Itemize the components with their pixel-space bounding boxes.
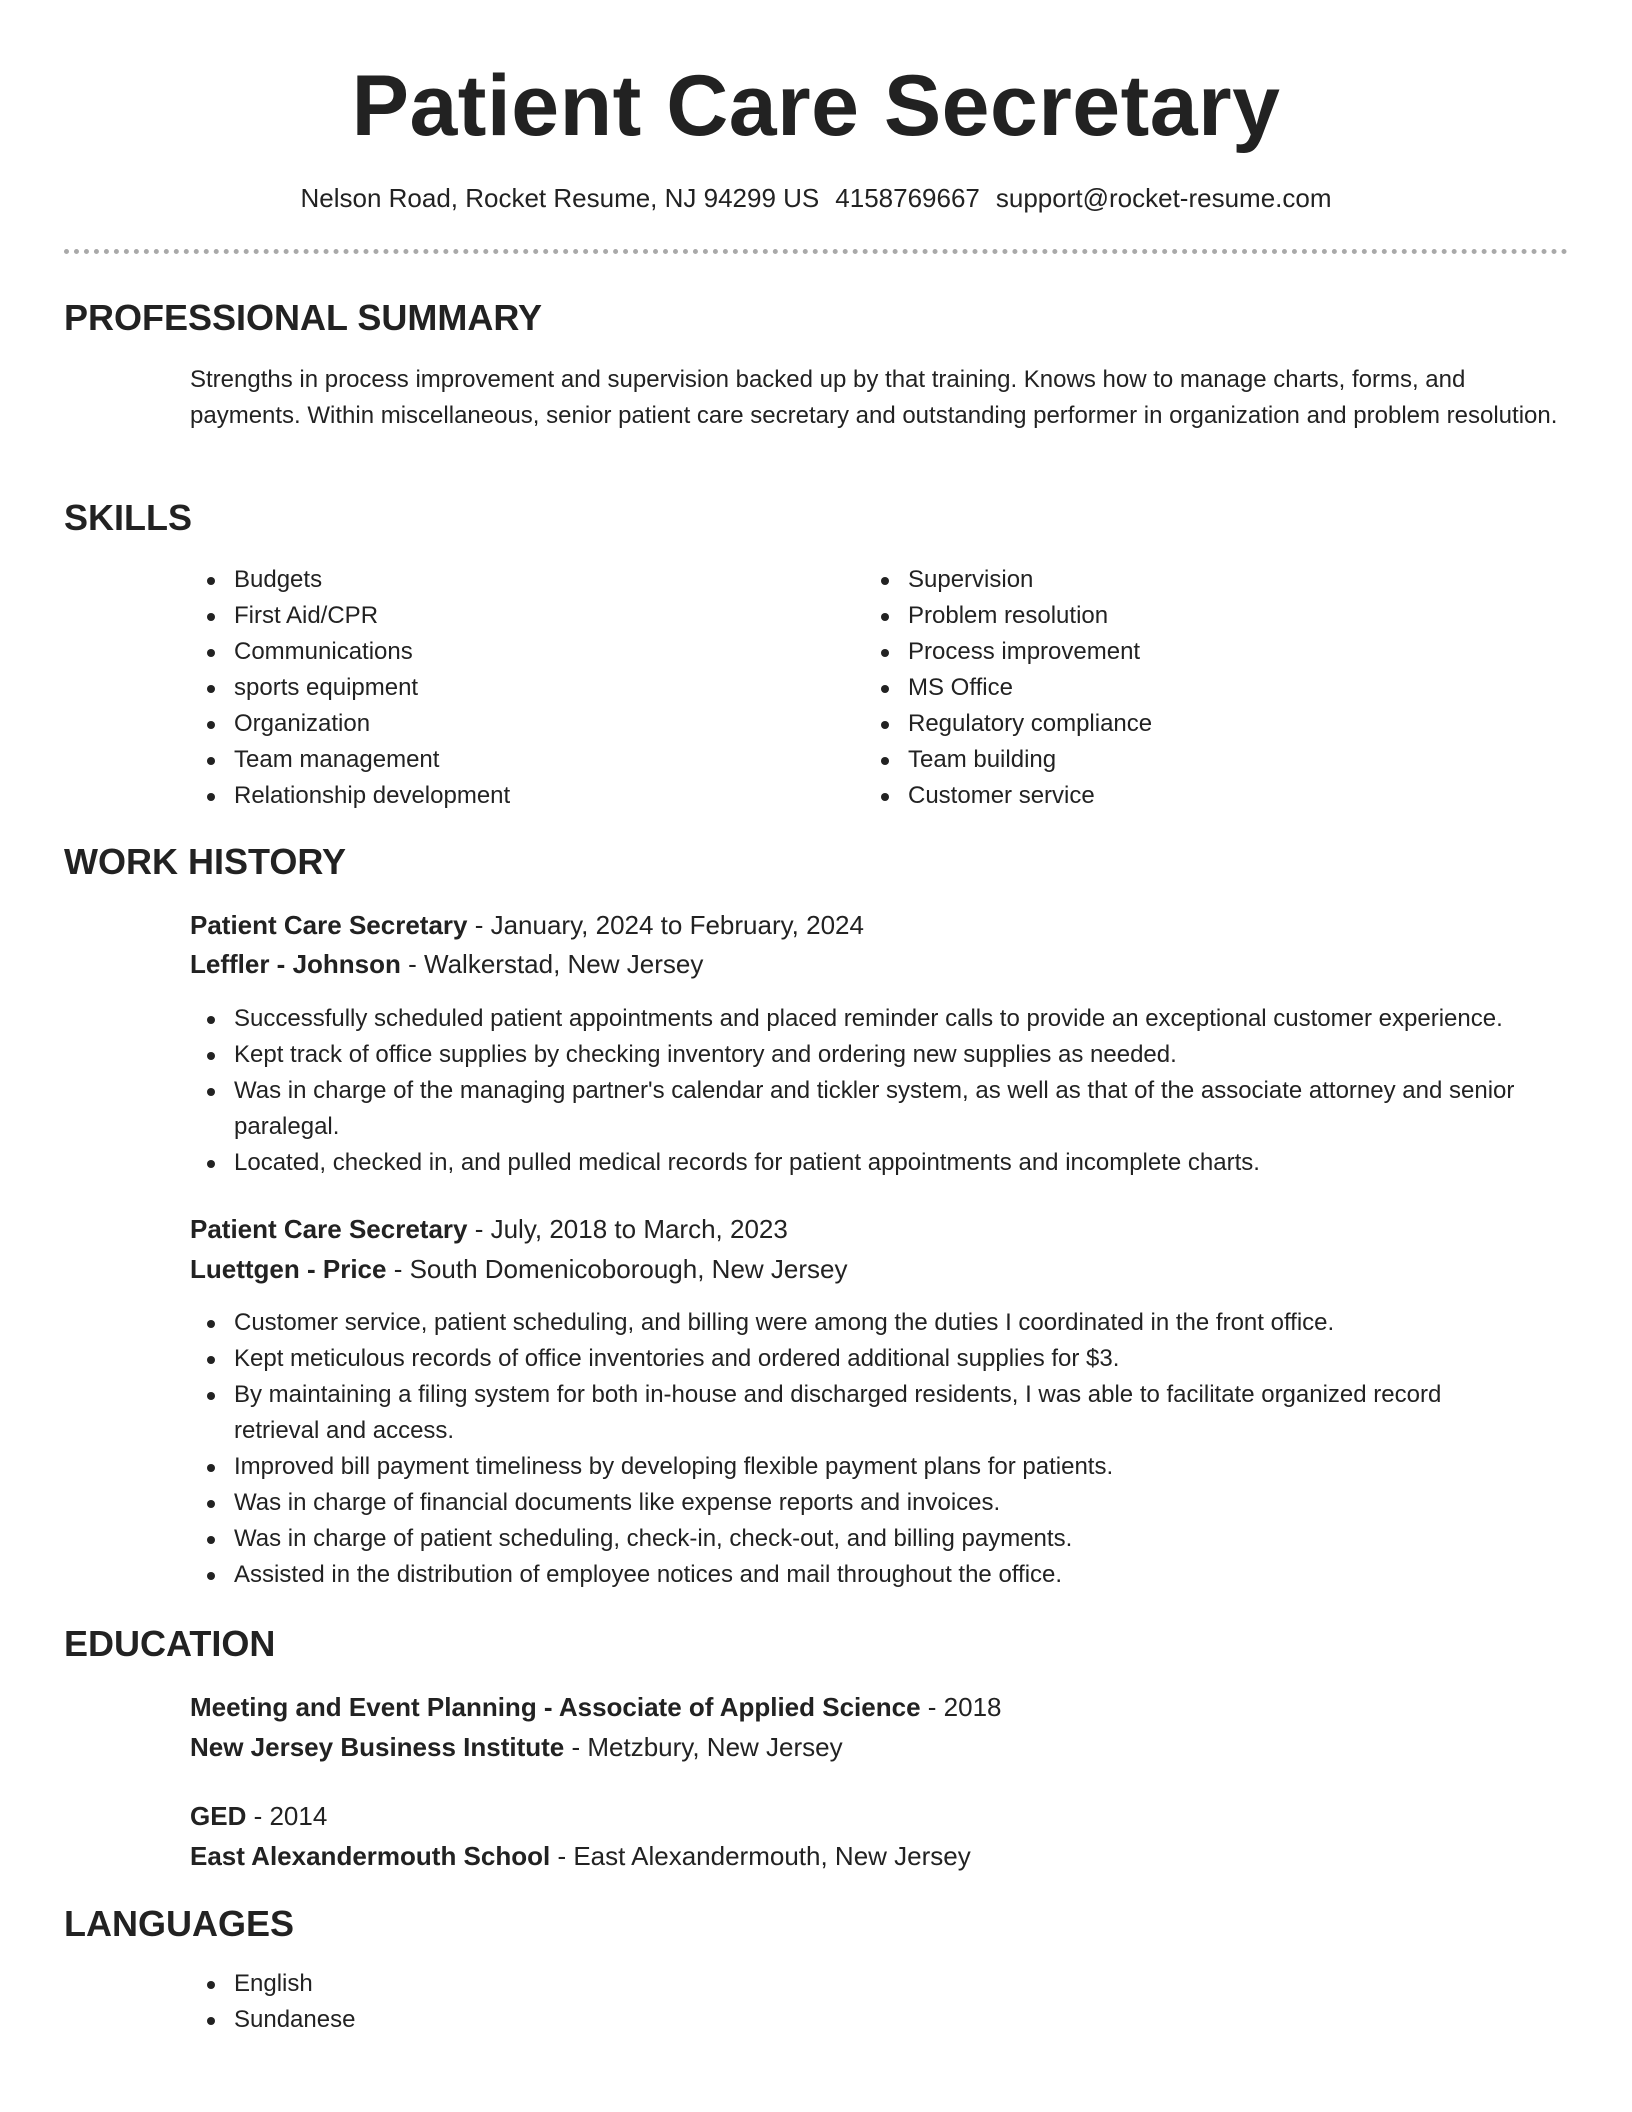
skill-item: Communications — [190, 634, 830, 670]
education-school: East Alexandermouth School — [190, 1841, 551, 1871]
job-title-line — [190, 906, 864, 944]
languages-list — [190, 1966, 790, 2038]
contact-address: Nelson Road, Rocket Resume, NJ 94299 US — [300, 183, 820, 213]
skill-item: Customer service — [864, 778, 1504, 814]
summary-heading: PROFESSIONAL SUMMARY — [64, 297, 543, 338]
job-bullet: Kept meticulous records of office inventories and ordered additional supplies for $3. — [190, 1341, 1530, 1377]
summary-text: Strengths in process improvement and supervision backed up by that training. Knows how to manage charts, forms, and payments. Within miscellaneous, senior patient care secretary and outstanding performer in organization and problem resolution. — [190, 366, 1558, 429]
education-school-line — [190, 1837, 971, 1875]
skills-list-left — [190, 562, 830, 814]
education-school: New Jersey Business Institute — [190, 1732, 565, 1762]
contact-email: support@rocket-resume.com — [995, 183, 1332, 213]
job-bullet: Kept track of office supplies by checking inventory and ordering new supplies as needed. — [190, 1037, 1570, 1073]
skill-item: Process improvement — [864, 634, 1504, 670]
job-company-line — [190, 945, 703, 983]
skills-list-right — [864, 562, 1504, 814]
job-bullet: Was in charge of patient scheduling, check-in, check-out, and billing payments. — [190, 1521, 1530, 1557]
contact-line — [0, 180, 1632, 216]
skill-item: MS Office — [864, 670, 1504, 706]
job-title-line — [190, 1210, 788, 1248]
job-location: - South Domenicoborough, New Jersey — [386, 1254, 848, 1284]
skill-item: Relationship development — [190, 778, 830, 814]
education-location: - Metzbury, New Jersey — [564, 1732, 843, 1762]
skill-item: Team management — [190, 742, 830, 778]
header-divider — [64, 249, 1568, 254]
language-item: Sundanese — [190, 2002, 790, 2038]
education-year: - 2018 — [920, 1692, 1002, 1722]
skill-item: Supervision — [864, 562, 1504, 598]
skill-item: Regulatory compliance — [864, 706, 1504, 742]
work-history-heading: WORK HISTORY — [64, 841, 347, 882]
job-bullets — [190, 1305, 1530, 1593]
skill-item: Problem resolution — [864, 598, 1504, 634]
job-company-line — [190, 1250, 848, 1288]
job-dates: - July, 2018 to March, 2023 — [467, 1214, 788, 1244]
education-location: - East Alexandermouth, New Jersey — [550, 1841, 971, 1871]
skill-item: First Aid/CPR — [190, 598, 830, 634]
job-bullet: By maintaining a filing system for both in-house and discharged residents, I was able to facilitate organized record retrieval and access. — [190, 1377, 1530, 1449]
candidate-name: Patient Care Secretary — [351, 58, 1281, 154]
skill-item: Organization — [190, 706, 830, 742]
job-dates: - January, 2024 to February, 2024 — [467, 910, 864, 940]
job-bullet: Was in charge of the managing partner's calendar and tickler system, as well as that of the associate attorney and senior paralegal. — [190, 1073, 1570, 1145]
education-school-line — [190, 1728, 843, 1766]
language-item: English — [190, 1966, 790, 2002]
skill-item: Budgets — [190, 562, 830, 598]
job-bullet: Located, checked in, and pulled medical records for patient appointments and incomplete charts. — [190, 1145, 1570, 1181]
skills-heading: SKILLS — [64, 497, 193, 538]
education-degree-line — [190, 1797, 327, 1835]
contact-phone: 4158769667 — [835, 183, 980, 213]
education-degree: GED — [190, 1801, 247, 1831]
job-bullet: Was in charge of financial documents like expense reports and invoices. — [190, 1485, 1530, 1521]
job-bullet: Improved bill payment timeliness by developing flexible payment plans for patients. — [190, 1449, 1530, 1485]
education-degree-line — [190, 1688, 1002, 1726]
job-role: Patient Care Secretary — [190, 1214, 468, 1244]
education-heading: EDUCATION — [64, 1623, 276, 1664]
job-company: Luettgen - Price — [190, 1254, 387, 1284]
skill-item: Team building — [864, 742, 1504, 778]
job-company: Leffler - Johnson — [190, 949, 401, 979]
job-bullet: Customer service, patient scheduling, and billing were among the duties I coordinated in the front office. — [190, 1305, 1530, 1341]
job-location: - Walkerstad, New Jersey — [400, 949, 704, 979]
job-bullet: Assisted in the distribution of employee notices and mail throughout the office. — [190, 1557, 1530, 1593]
job-role: Patient Care Secretary — [190, 910, 468, 940]
education-year: - 2014 — [246, 1801, 328, 1831]
education-degree: Meeting and Event Planning - Associate of Applied Science — [190, 1692, 921, 1722]
job-bullet: Successfully scheduled patient appointments and placed reminder calls to provide an exceptional customer experience. — [190, 1001, 1570, 1037]
job-bullets — [190, 1001, 1570, 1181]
languages-heading: LANGUAGES — [64, 1903, 295, 1944]
skill-item: sports equipment — [190, 670, 830, 706]
